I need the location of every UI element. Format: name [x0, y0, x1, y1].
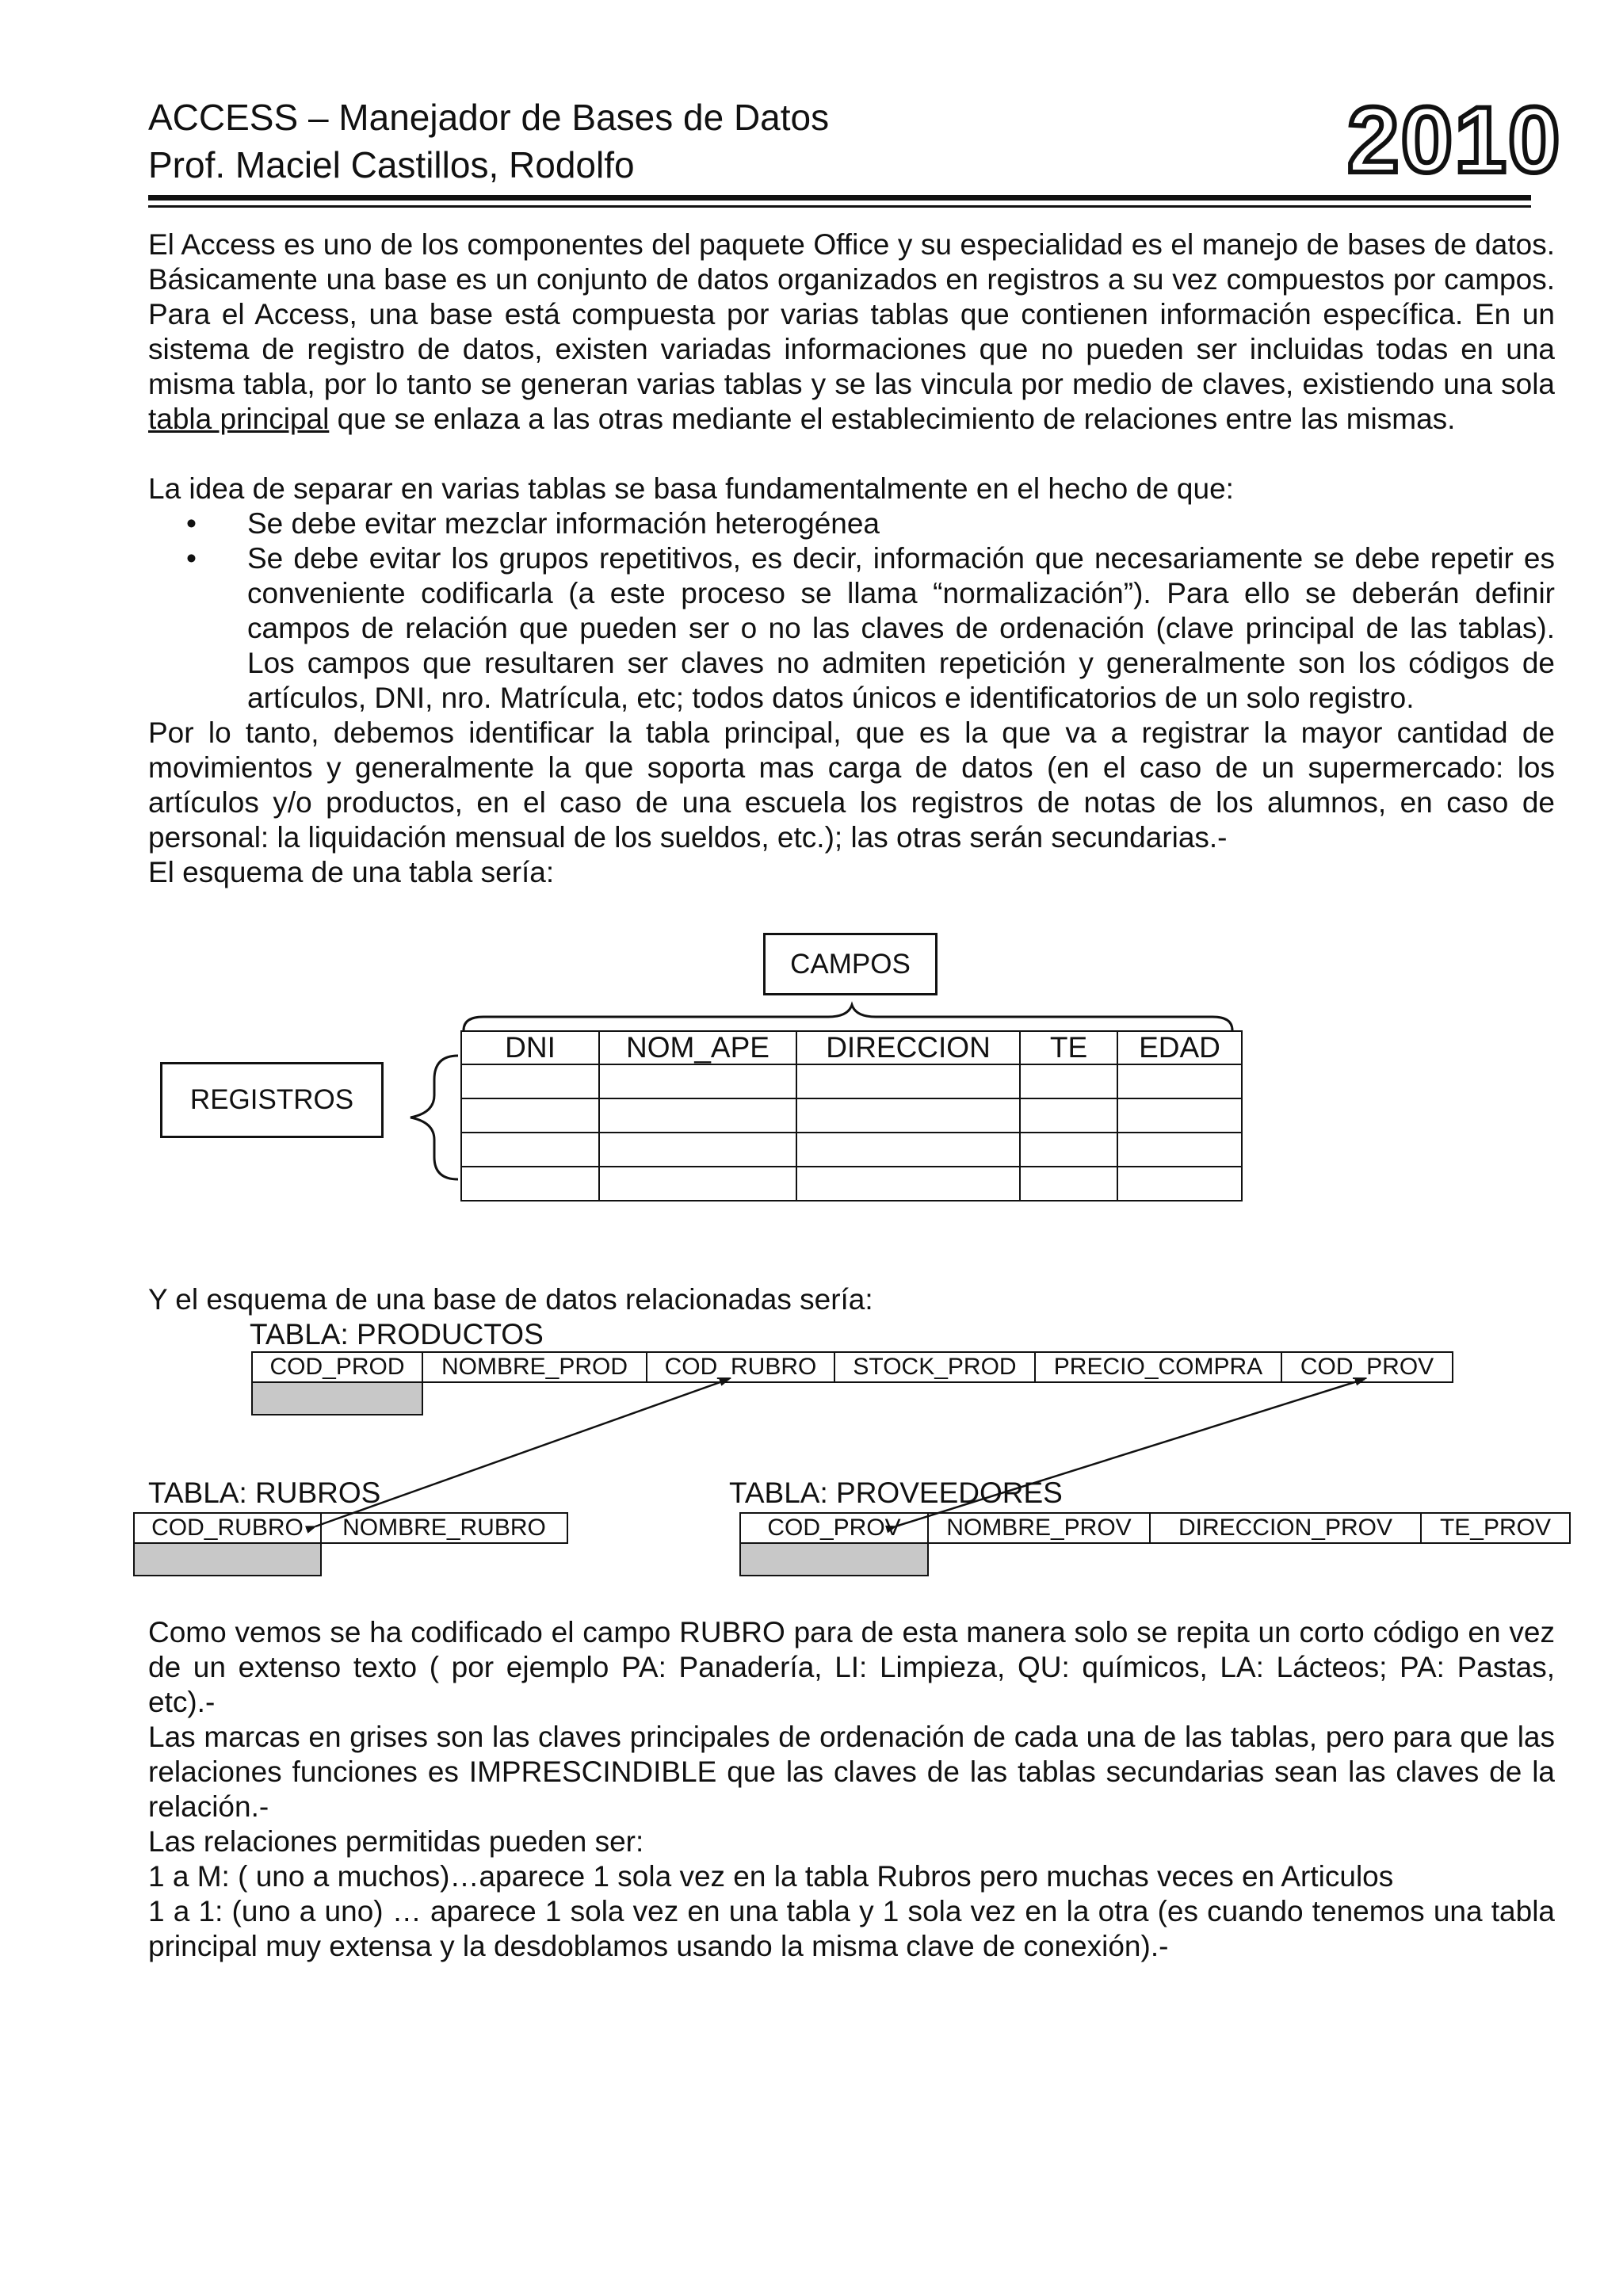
- document-year: 2010: [1347, 88, 1562, 193]
- productos-column-header: COD_PROV: [1281, 1352, 1453, 1382]
- intro-text: El Access es uno de los componentes del paquete Office y su especialidad es el manejo de bases de datos. Básicamente una base es un conjunto de datos organizados en registros a su vez compuestos por campos. Para el Access, una base está compuesta por varias tablas que contienen información específica. En un sistema de registro de datos, existen variadas informaciones que no pueden ser incluidas todas en una misma tabla, por lo tanto se generan varias tablas y se las vincula por medio de claves, existiendo una sola: [148, 228, 1555, 400]
- document-author: Prof. Maciel Castillos, Rodolfo: [148, 144, 635, 185]
- rubros-title: TABLA: RUBROS: [148, 1477, 381, 1509]
- campos-brace: [464, 1005, 1232, 1030]
- productos-column-header: PRECIO_COMPRA: [1035, 1352, 1281, 1382]
- bullet-symbol: •: [186, 542, 197, 575]
- campos-label: CAMPOS: [790, 948, 911, 980]
- grises-paragraph: Las marcas en grises son las claves principales de ordenación de cada una de las tablas, pero para que las relaciones funciones es IMPRESCINDIBLE que las claves de las tablas secundarias sean las claves de la relación.-: [148, 1721, 1555, 1823]
- proveedores-column-header: COD_PROV: [740, 1513, 928, 1543]
- bullet-text: Se debe evitar los grupos repetitivos, es decir, información que necesariamente se debe repetir es conveniente codificarla (a este proceso se llama “normalización”). Para ello se deberán definir campos de relación que pueden ser o no las claves de ordenación (clave principal de las tablas). Los campos que resultaren ser claves no admiten repetición y generalmente son los códigos de artículos, DNI, nro. Matrícula, etc; todos datos únicos e identificatorios de un solo registro.: [247, 542, 1555, 714]
- proveedores-column-header: DIRECCION_PROV: [1150, 1513, 1421, 1543]
- rubros-column-header: NOMBRE_RUBRO: [321, 1513, 567, 1543]
- relational-intro: Y el esquema de una base de datos relacionadas sería:: [148, 1283, 873, 1316]
- proveedores-column-header: TE_PROV: [1421, 1513, 1570, 1543]
- productos-title: TABLA: PRODUCTOS: [250, 1318, 544, 1350]
- registros-label: REGISTROS: [189, 1084, 354, 1115]
- principal-paragraph: Por lo tanto, debemos identificar la tabla principal, que es la que va a registrar la mayor cantidad de movimientos y generalmente la que soporta mas carga de datos (en el caso de un supermercado: los artículos y/o productos, en el caso de una escuela los registros de notas de los alumnos, en caso de personal: la liquidación mensual de los sueldos, etc.); las otras serán secundarias.-: [148, 716, 1555, 854]
- relation-one-to-one: 1 a 1: (uno a uno) … aparece 1 sola vez en una tabla y 1 sola vez en la otra (es cuando tenemos una tabla principal muy extensa y la desdoblamos usando la misma clave de conexión).-: [148, 1895, 1555, 1962]
- rubros-column-header: COD_RUBRO: [134, 1513, 321, 1543]
- idea-intro: La idea de separar en varias tablas se basa fundamentalmente en el hecho de que:: [148, 472, 1234, 505]
- arrow-prov-relation: [896, 1379, 1365, 1526]
- intro-text-after: que se enlaza a las otras mediante el establecimiento de relaciones entre las mismas.: [329, 403, 1456, 435]
- schema-column-header: EDAD: [1117, 1031, 1242, 1064]
- bullet-text: Se debe evitar mezclar información heterogénea: [247, 507, 880, 540]
- bullet-symbol: •: [186, 507, 197, 540]
- schema-column-header: DIRECCION: [796, 1031, 1020, 1064]
- arrow-rubro-relation: [315, 1379, 729, 1526]
- productos-column-header: COD_PROD: [252, 1352, 422, 1382]
- schema-column-header: NOM_APE: [599, 1031, 796, 1064]
- schema-column-header: DNI: [461, 1031, 599, 1064]
- intro-underlined-term: tabla principal: [148, 403, 330, 435]
- rubro-paragraph: Como vemos se ha codificado el campo RUBRO para de esta manera solo se repita un corto código en vez de un extenso texto ( por ejemplo PA: Panadería, LI: Limpieza, QU: químicos, LA: Lácteos; PA: Pastas, etc).-: [148, 1616, 1555, 1718]
- productos-column-header: NOMBRE_PROD: [422, 1352, 647, 1382]
- schema-intro: El esquema de una tabla sería:: [148, 856, 555, 888]
- productos-column-header: COD_RUBRO: [647, 1352, 834, 1382]
- proveedores-title: TABLA: PROVEEDORES: [729, 1477, 1063, 1509]
- schema-column-header: TE: [1020, 1031, 1117, 1064]
- relaciones-intro: Las relaciones permitidas pueden ser:: [148, 1825, 644, 1858]
- productos-column-header: STOCK_PROD: [834, 1352, 1035, 1382]
- relation-one-to-many: 1 a M: ( uno a muchos)…aparece 1 sola vez en la tabla Rubros pero muchas veces en Articulos: [148, 1860, 1394, 1893]
- registros-brace: [411, 1056, 458, 1179]
- proveedores-column-header: NOMBRE_PROV: [928, 1513, 1150, 1543]
- document-title: ACCESS – Manejador de Bases de Datos: [148, 97, 830, 138]
